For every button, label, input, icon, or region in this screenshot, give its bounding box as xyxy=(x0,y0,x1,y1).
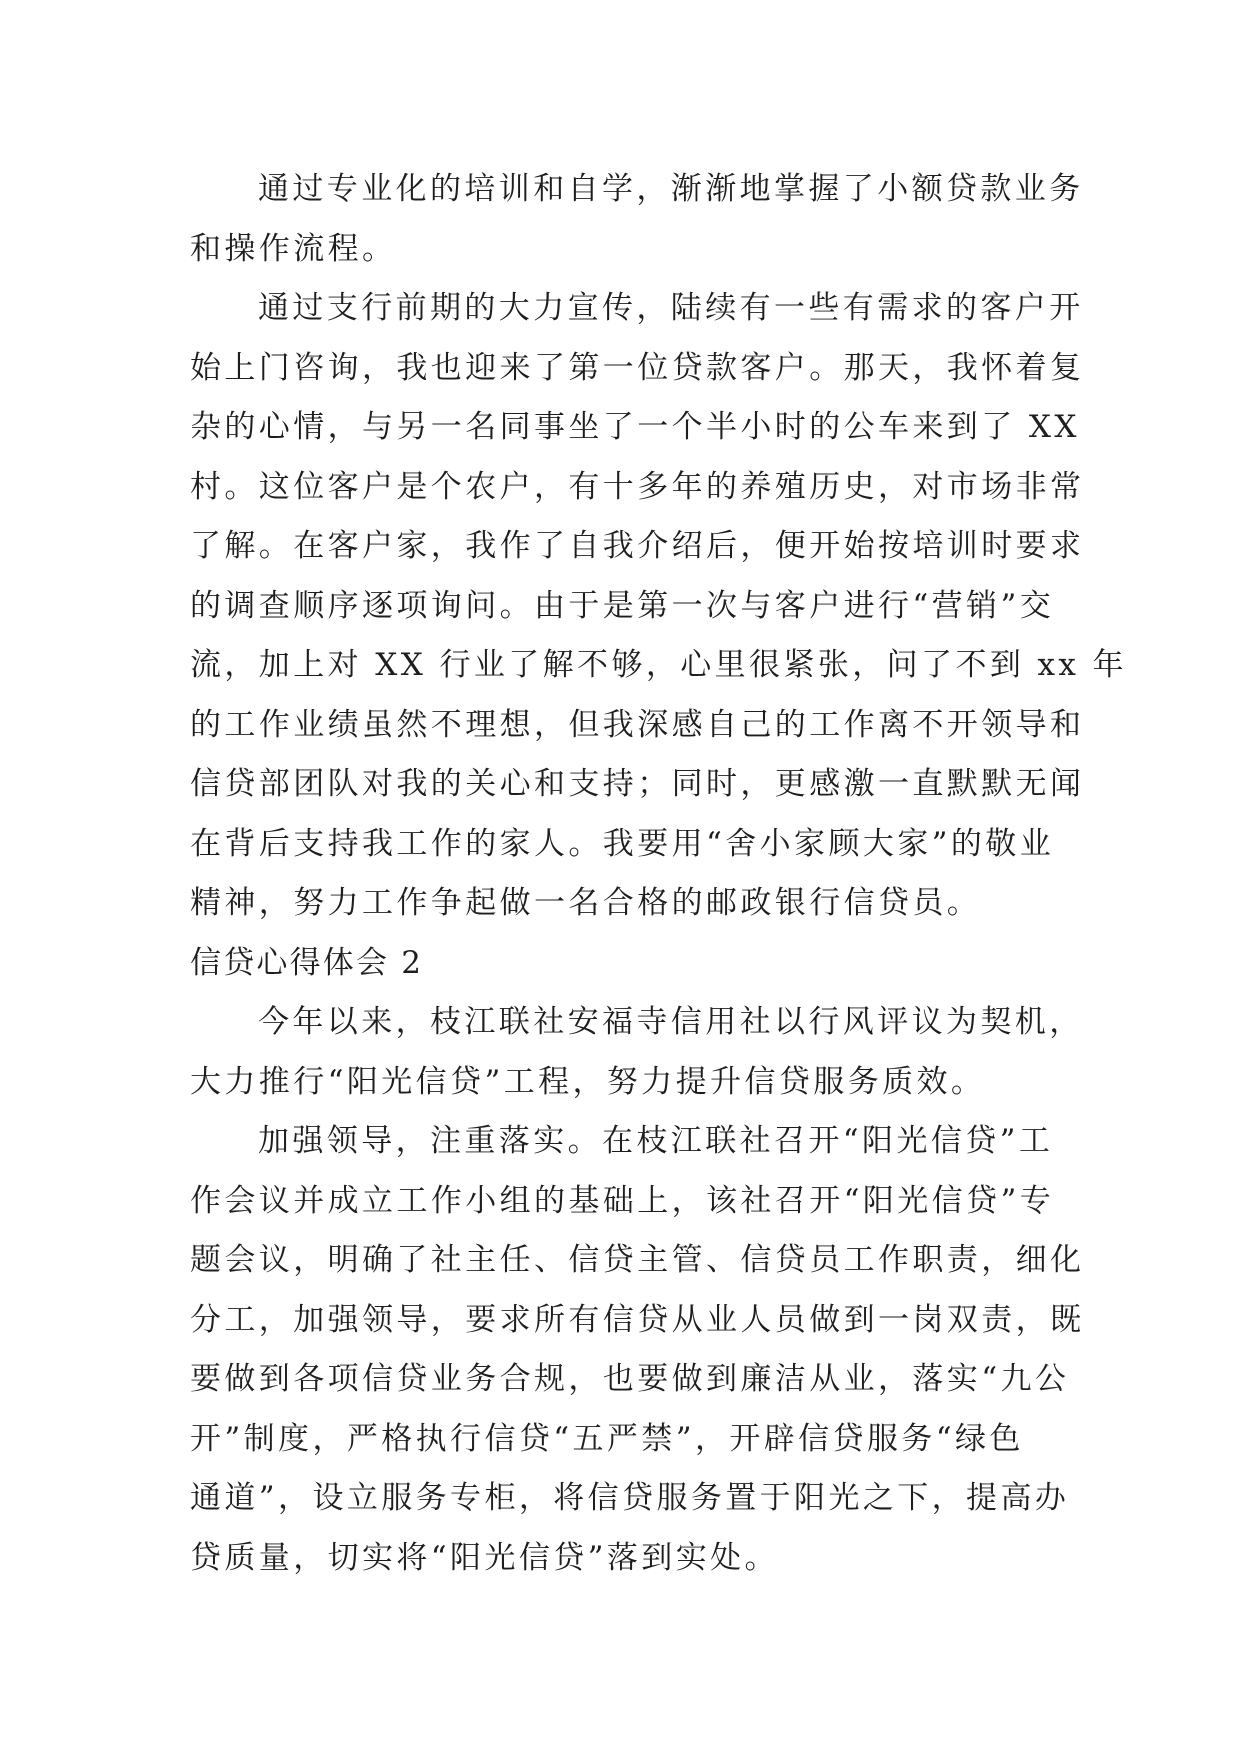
paragraph-line: 大力推行“阳光信贷”工程，努力提升信贷服务质效。 xyxy=(190,1063,986,1100)
paragraph-line: 今年以来，枝江联社安福寺信用社以行风评议为契机， xyxy=(258,1004,1084,1040)
paragraph-line: 贷质量，切实将“阳光信贷”落到实处。 xyxy=(190,1539,779,1576)
paragraph-line: 和操作流程。 xyxy=(190,230,397,267)
paragraph-2 xyxy=(190,279,1127,934)
paragraph-4 xyxy=(190,1112,1085,1588)
paragraph-line: 通过支行前期的大力宣传，陆续有一些有需求的客户开 xyxy=(258,290,1084,326)
paragraph-line: 杂的心情，与另一名同事坐了一个半小时的公车来到了 XX xyxy=(190,409,1080,445)
paragraph-line: 始上门咨询，我也迎来了第一位贷款客户。那天，我怀着复 xyxy=(190,349,1085,386)
paragraph-line: 了解。在客户家，我作了自我介绍后，便开始按培训时要求 xyxy=(190,528,1085,564)
paragraph-line: 精神，努力工作争起做一名合格的邮政银行信贷员。 xyxy=(190,885,982,921)
paragraph-line: 流，加上对 XX 行业了解不够，心里很紧张，问了不到 xx 年 xyxy=(190,647,1127,683)
paragraph-line: 村。这位客户是个农户，有十多年的养殖历史，对市场非常 xyxy=(190,468,1085,505)
paragraph-line: 通道”，设立服务专柜，将信贷服务置于阳光之下，提高办 xyxy=(190,1480,1070,1516)
paragraph-line: 信贷部团队对我的关心和支持；同时，更感激一直默默无闻 xyxy=(190,766,1085,802)
paragraph-line: 的调查顺序逐项询问。由于是第一次与客户进行“营销”交 xyxy=(190,587,1055,624)
section-heading: 信贷心得体会 2 xyxy=(190,944,424,981)
paragraph-line: 加强领导，注重落实。在枝江联社召开“阳光信贷”工 xyxy=(258,1123,1054,1159)
paragraph-line: 题会议，明确了社主任、信贷主管、信贷员工作职责，细化 xyxy=(190,1242,1085,1278)
paragraph-1 xyxy=(190,160,1084,279)
paragraph-line: 作会议并成立工作小组的基础上，该社召开“阳光信贷”专 xyxy=(190,1182,1055,1219)
paragraph-3 xyxy=(190,993,1084,1112)
paragraph-line: 开”制度，严格执行信贷“五严禁”，开辟信贷服务“绿色 xyxy=(190,1420,1024,1457)
paragraph-line: 的工作业绩虽然不理想，但我深感自己的工作离不开领导和 xyxy=(190,706,1085,743)
paragraph-line: 分工，加强领导，要求所有信贷从业人员做到一岗双责，既 xyxy=(190,1301,1085,1338)
paragraph-line: 在背后支持我工作的家人。我要用“舍小家顾大家”的敬业 xyxy=(190,825,1055,862)
paragraph-line: 通过专业化的培训和自学，渐渐地掌握了小额贷款业务 xyxy=(258,171,1084,207)
paragraph-line: 要做到各项信贷业务合规，也要做到廉洁从业，落实“九公 xyxy=(190,1361,1070,1397)
document-body xyxy=(190,160,1127,1588)
